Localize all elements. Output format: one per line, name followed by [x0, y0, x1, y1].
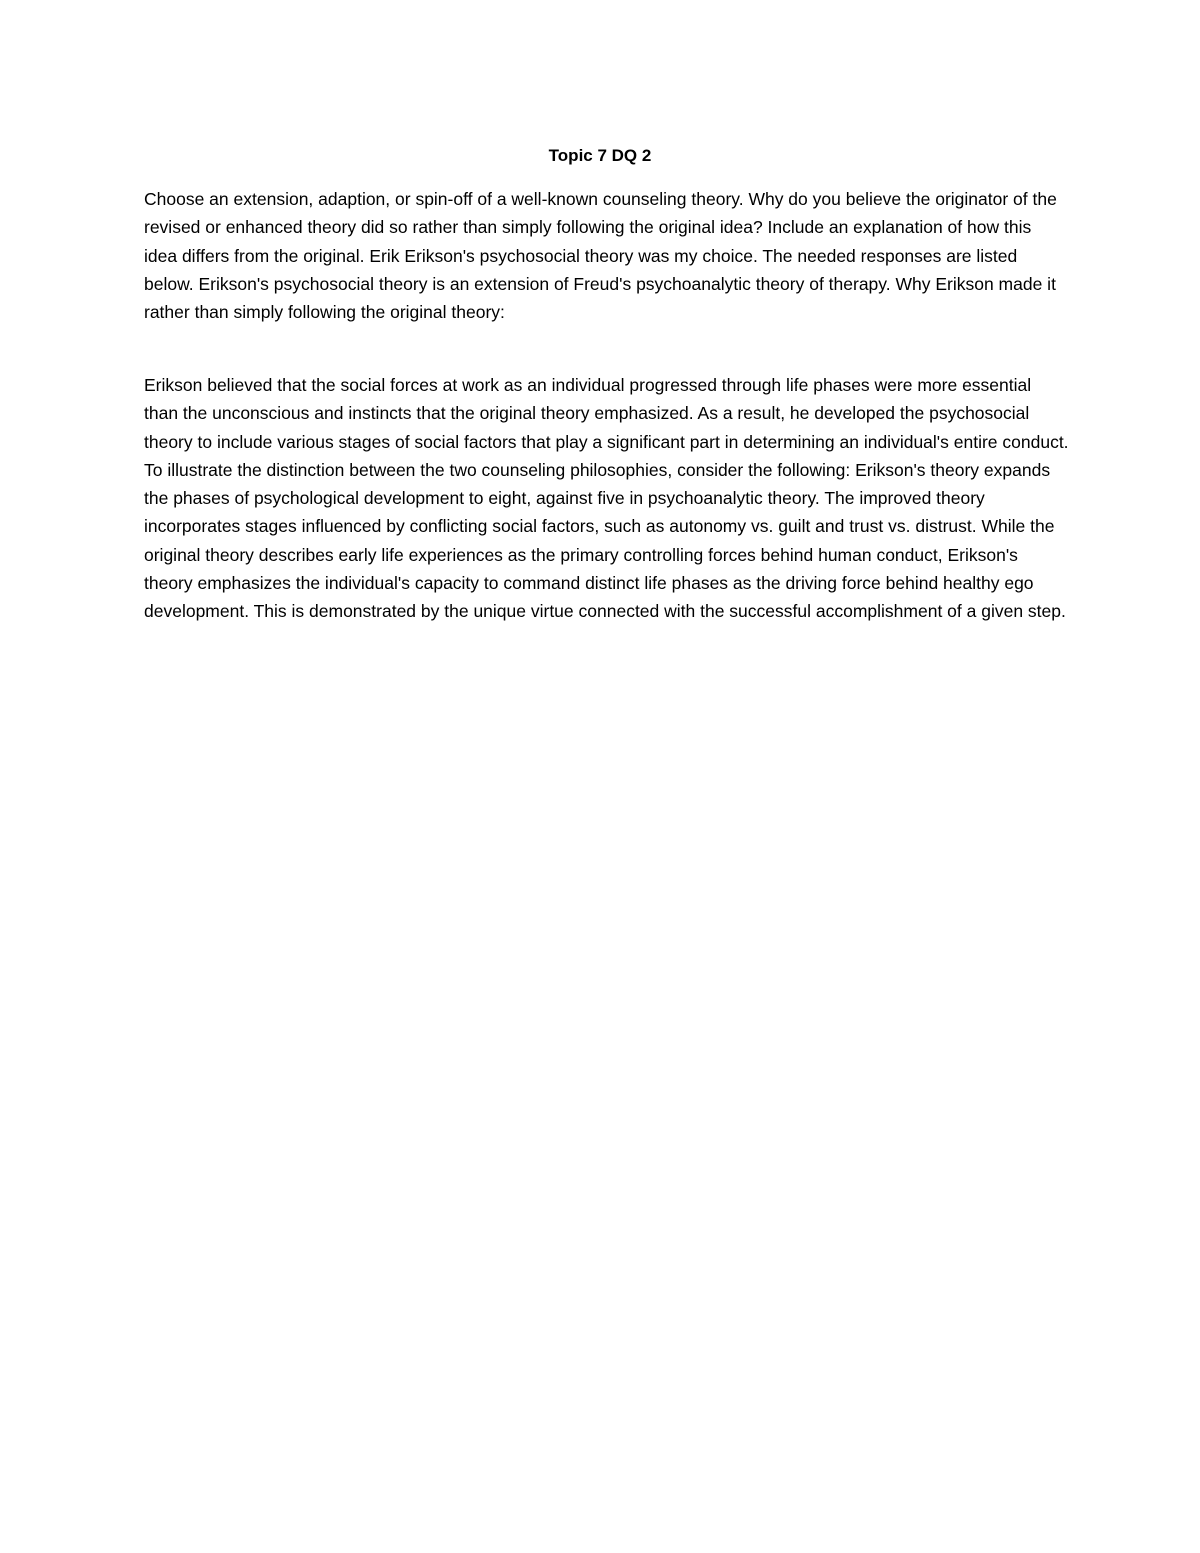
paragraph-1: Choose an extension, adaption, or spin-off of a well-known counseling theory. Why do you believe the originator of the revised or enhanced theory did so rather than simply following the original idea? Include an explanation of how this idea differs from the original. Erik Erikson's psychosocial theory was my choice. The needed responses are listed below. Erikson's psychosocial theory is an extension of Freud's psychoanalytic theory of therapy. Why Erikson made it rather than simply following the original theory:	[144, 189, 1057, 323]
document-title: Topic 7 DQ 2	[548, 146, 652, 165]
paragraph-2: Erikson believed that the social forces at work as an individual progressed through life phases were more essential than the unconscious and instincts that the original theory emphasized. As a result, he developed the psychosocial theory to include various stages of social factors that play a significant part in determining an individual's entire conduct. To illustrate the distinction between the two counseling philosophies, consider the following: Erikson's theory expands the phases of psychological development to eight, against five in psychoanalytic theory. The improved theory incorporates stages influenced by conflicting social factors, such as autonomy vs. guilt and trust vs. distrust. While the original theory describes early life experiences as the primary controlling forces behind human conduct, Erikson's theory emphasizes the individual's capacity to command distinct life phases as the driving force behind healthy ego development. This is demonstrated by the unique virtue connected with the successful accomplishment of a given step.	[144, 375, 1069, 622]
